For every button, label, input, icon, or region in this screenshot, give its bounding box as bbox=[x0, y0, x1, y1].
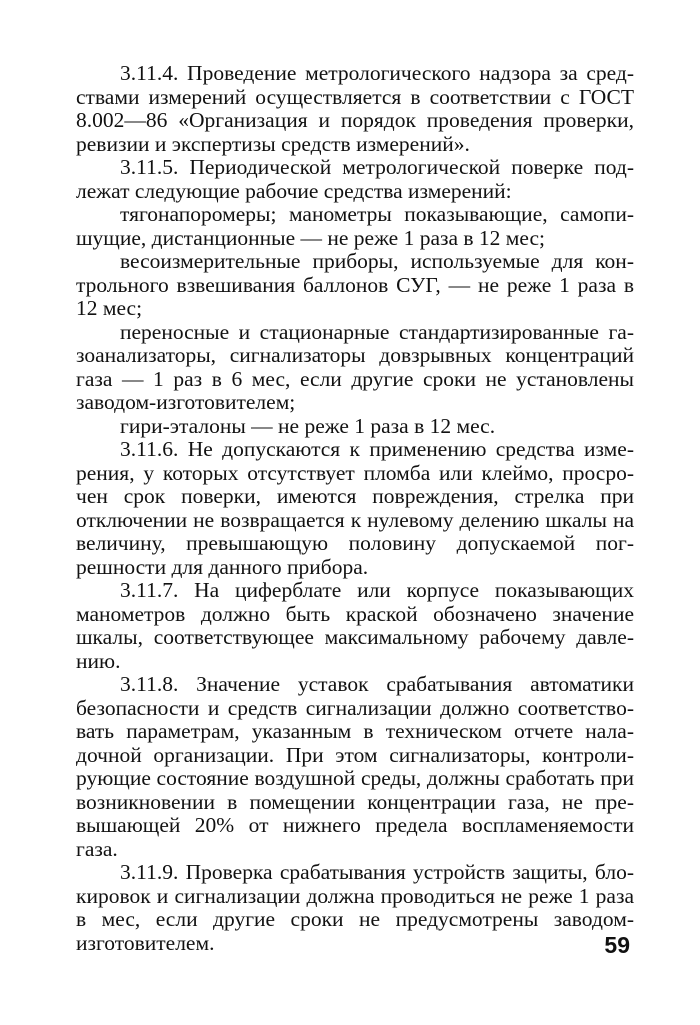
list-item-weighing-devices: весоизмерительные приборы, используемые для контрольного взвешивания баллонов СУГ, — не реже 1 раза в 12 мес; bbox=[76, 249, 634, 320]
page-body bbox=[76, 62, 634, 955]
paragraph-3-11-6: 3.11.6. Не допускаются к применению средства измерения, у которых отсутствует пломба или клеймо, просрочен срок поверки, имеются повреждения, стрелка при отключении не возвращается к нулевому делению шкалы на величину, превышающую половину допускаемой погрешности для данного прибора. bbox=[76, 437, 634, 579]
page-number: 59 bbox=[604, 932, 630, 958]
paragraph-3-11-4: 3.11.4. Проведение метрологического надзора за средствами измерений осуществляется в соответствии с ГОСТ 8.002—86 «Организация и порядок проведения проверки, ревизии и экспертизы средств измерений». bbox=[76, 61, 634, 156]
paragraph-3-11-7: 3.11.7. На циферблате или корпусе показывающих манометров должно быть краской обозначено значение шкалы, соответствующее максимальному рабочему давлению. bbox=[76, 578, 634, 673]
list-item-pressure-gauges: тягонапоромеры; манометры показывающие, самопишущие, дистанционные — не реже 1 раза в 12 мес; bbox=[76, 202, 634, 250]
paragraph-3-11-9: 3.11.9. Проверка срабатывания устройств защиты, блокировок и сигнализации должна проводиться не реже 1 раза в мес, если другие сроки не предусмотрены заводом-изготовителем. bbox=[76, 860, 634, 955]
list-item-reference-weights: гири-эталоны — не реже 1 раза в 12 мес. bbox=[120, 413, 496, 438]
paragraph-3-11-5: 3.11.5. Периодической метрологической поверке подлежат следующие рабочие средства измерений: bbox=[76, 155, 634, 203]
list-item-gas-analyzers: переносные и стационарные стандартизированные газоанализаторы, сигнализаторы довзрывных концентраций газа — 1 раз в 6 мес, если другие сроки не установлены заводом-изготовителем; bbox=[76, 319, 634, 414]
paragraph-3-11-8: 3.11.8. Значение уставок срабатывания автоматики безопасности и средств сигнализации должно соответствовать параметрам, указанным в техническом отчете наладочной организации. При этом сигнализаторы, контролирующие состояние воздушной среды, должны сработать при возникновении в помещении концентрации газа, не превышающей 20% от нижнего предела воспламеняемости газа. bbox=[76, 672, 634, 861]
